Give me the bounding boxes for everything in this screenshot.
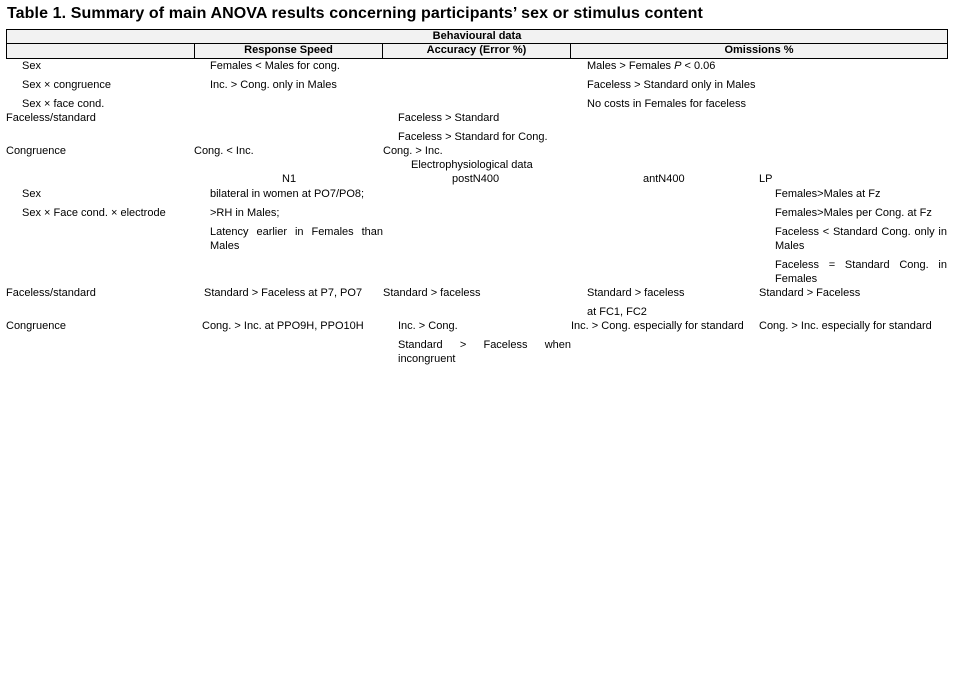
table-title: Table 1. Summary of main ANOVA results concerning participants’ sex or stimulus content	[7, 5, 703, 22]
behavioural-header: Behavioural data	[6, 29, 948, 44]
cell-omissions-sex-face: No costs in Females for faceless	[587, 98, 746, 110]
row-label-faceless: Faceless/standard	[6, 112, 96, 124]
e-cell-ant-faceless-2: at FC1, FC2	[587, 306, 647, 318]
e-cell-post-congruence-1: Inc. > Cong.	[398, 320, 458, 332]
e-row-label-faceless: Faceless/standard	[6, 287, 96, 299]
cell-speed-congruence: Cong. < Inc.	[194, 145, 254, 157]
behavioural-col-omissions: Omissions %	[570, 43, 948, 59]
row-label-congruence: Congruence	[6, 145, 66, 157]
cell-omissions-sex: Males > Females P < 0.06	[587, 60, 716, 72]
electro-col-n1: N1	[282, 173, 297, 185]
e-cell-n1-sex: bilateral in women at PO7/PO8;	[210, 188, 365, 200]
electro-col-postn400: postN400	[452, 173, 500, 185]
e-cell-lp-sex-face-3: Faceless = Standard Cong. in Females	[775, 259, 947, 285]
behavioural-col-response-speed: Response Speed	[194, 43, 383, 59]
e-cell-n1-sex-face-1: >RH in Males;	[210, 207, 280, 219]
cell-accuracy-congruence: Cong. > Inc.	[383, 145, 443, 157]
e-cell-n1-congruence: Cong. > Inc. at PPO9H, PPO10H	[202, 320, 364, 332]
e-cell-n1-sex-face-2: Latency earlier in Females than Males	[210, 226, 383, 252]
cell-speed-sex-congruence: Inc. > Cong. only in Males	[210, 79, 337, 91]
e-cell-ant-faceless-1: Standard > faceless	[587, 287, 685, 299]
electro-col-lp: LP	[759, 173, 773, 185]
e-cell-lp-sex: Females>Males at Fz	[775, 188, 881, 200]
e-row-label-congruence: Congruence	[6, 320, 66, 332]
row-label-sex: Sex	[22, 60, 41, 72]
e-cell-post-faceless: Standard > faceless	[383, 287, 481, 299]
electro-header: Electrophysiological data	[411, 159, 533, 171]
e-row-label-sex-face-electrode: Sex × Face cond. × electrode	[22, 207, 166, 219]
cell-omissions-sex-congruence: Faceless > Standard only in Males	[587, 79, 756, 91]
e-cell-ant-congruence: Inc. > Cong. especially for standard	[571, 320, 744, 332]
behavioural-col-accuracy: Accuracy (Error %)	[382, 43, 571, 59]
e-cell-lp-sex-face-2: Faceless < Standard Cong. only in Males	[775, 226, 947, 252]
cell-speed-sex: Females < Males for cong.	[210, 60, 340, 72]
row-label-sex-congruence: Sex × congruence	[22, 79, 111, 91]
behavioural-col-blank	[6, 43, 195, 59]
electro-col-antn400: antN400	[643, 173, 685, 185]
row-label-sex-face: Sex × face cond.	[22, 98, 105, 110]
cell-accuracy-faceless-2: Faceless > Standard for Cong.	[398, 131, 548, 143]
e-cell-lp-faceless: Standard > Faceless	[759, 287, 861, 299]
cell-accuracy-faceless-1: Faceless > Standard	[398, 112, 500, 124]
e-cell-lp-sex-face-1: Females>Males per Cong. at Fz	[775, 207, 932, 219]
e-row-label-sex: Sex	[22, 188, 41, 200]
e-cell-lp-congruence: Cong. > Inc. especially for standard	[759, 320, 932, 332]
e-cell-n1-faceless: Standard > Faceless at P7, PO7	[204, 287, 363, 299]
e-cell-post-congruence-2: Standard > Faceless when incongruent	[398, 339, 571, 365]
